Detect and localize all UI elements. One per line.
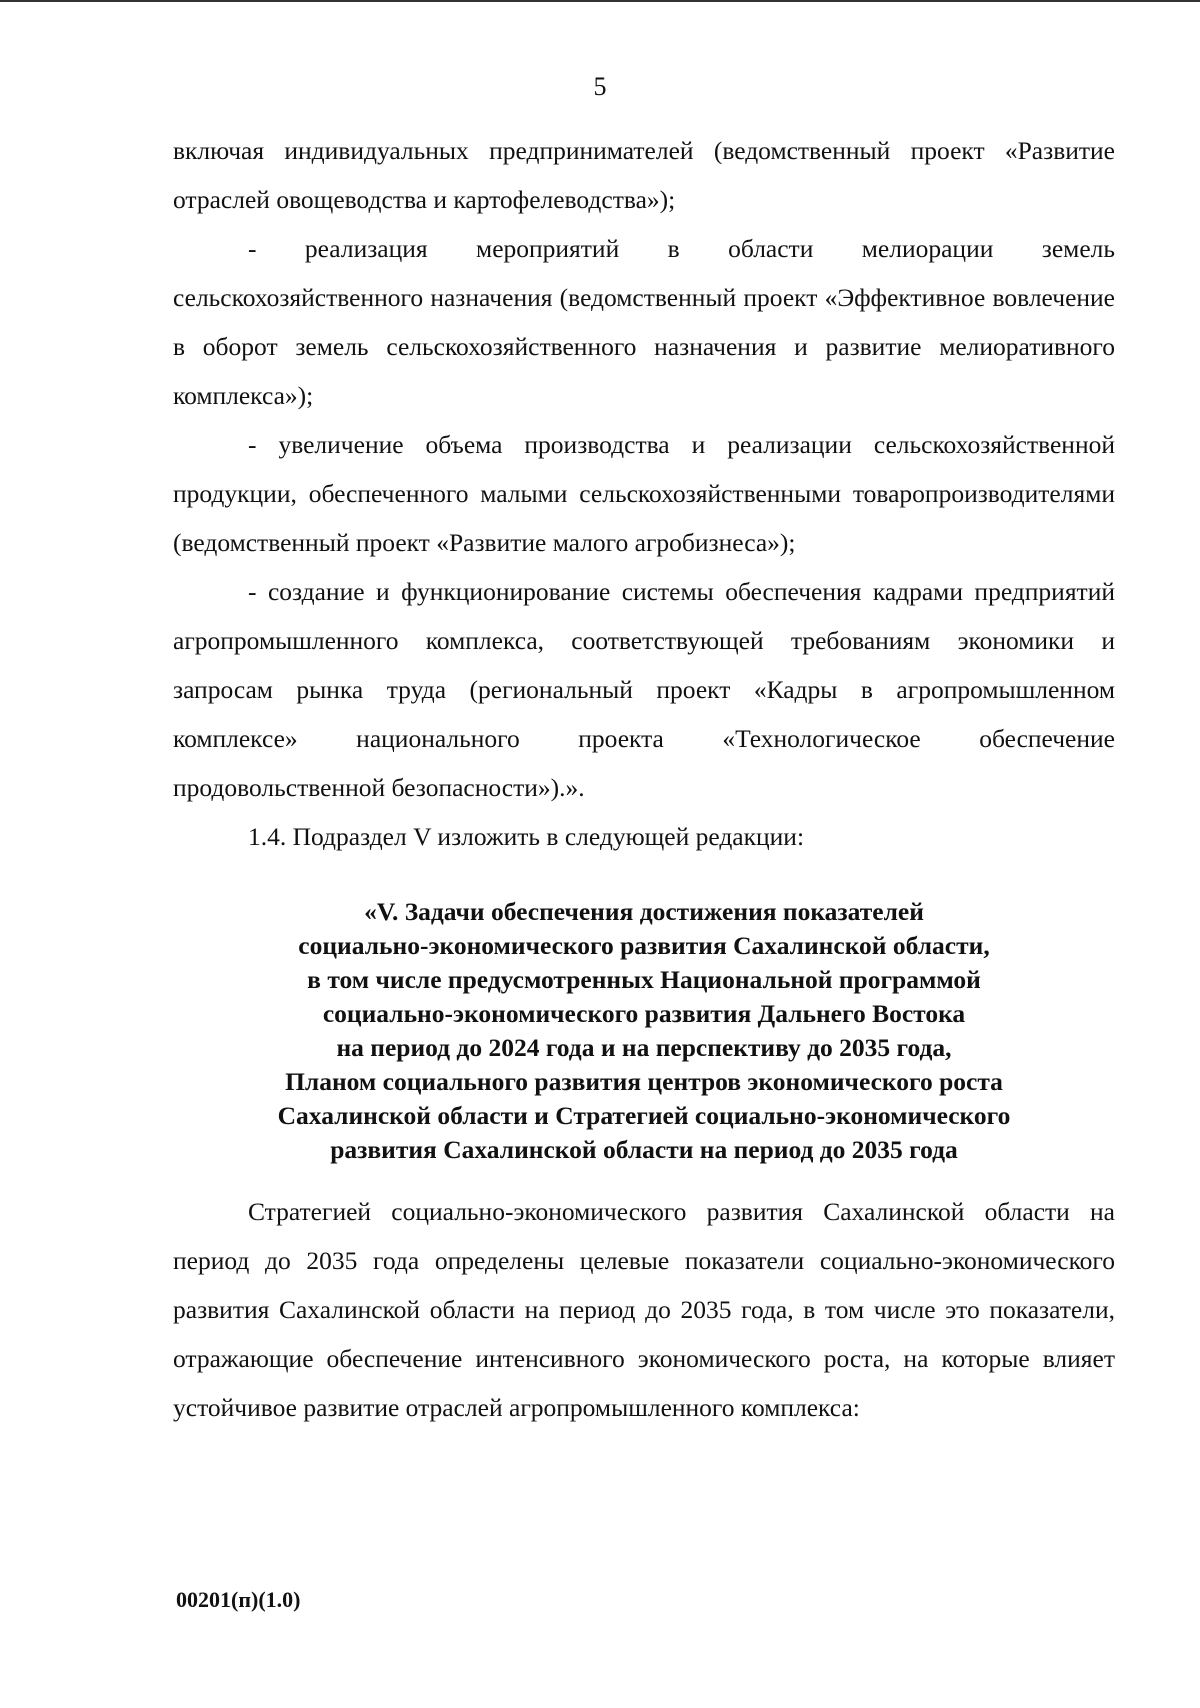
heading-line: социально-экономического развития Сахалинской области, — [298, 931, 990, 960]
heading-line: Планом социального развития центров экономического роста — [285, 1067, 1003, 1096]
page-number: 5 — [593, 72, 607, 101]
heading-line: развития Сахалинской области на период до 2035 года — [330, 1135, 958, 1164]
paragraph-small-agribusiness: - увеличение объема производства и реализации сельскохозяйственной продукции, обеспеченного малыми сельскохозяйственными товаропроизводителями (ведомственный проект «Развитие малого агробизнеса»); — [173, 430, 1115, 557]
document-code: 00201(п)(1.0) — [176, 1587, 301, 1612]
heading-line: «V. Задачи обеспечения достижения показателей — [364, 897, 924, 926]
paragraph-amendment: 1.4. Подраздел V изложить в следующей редакции: — [248, 822, 805, 851]
paragraph-melioration: - реализация мероприятий в области мелиорации земель сельскохозяйственного назначения (ведомственный проект «Эффективное вовлечение в оборот земель сельскохозяйственного назначения и развитие мелиоративного комплекса»); — [173, 234, 1115, 410]
paragraph-strategy: Стратегией социально-экономического развития Сахалинской области на период до 2035 года определены целевые показатели социально-экономического развития Сахалинской области на период до 2035 года, в том числе это показатели, отражающие обеспечение интенсивного экономического роста, на которые влияет устойчивое развитие отраслей агропромышленного комплекса: — [173, 1197, 1115, 1422]
document-body — [173, 126, 1115, 1432]
heading-line: социально-экономического развития Дальнего Востока — [322, 999, 966, 1028]
heading-line: Сахалинской области и Стратегией социально-экономического — [277, 1101, 1011, 1130]
paragraph-personnel: - создание и функционирование системы обеспечения кадрами предприятий агропромышленного комплекса, соответствующей требованиям экономики и запросам рынка труда (региональный проект «Кадры в агропромышленном комплексе» национального проекта «Технологическое обеспечение продовольственной безопасности»).». — [173, 577, 1115, 802]
heading-line: в том числе предусмотренных Национальной программой — [307, 965, 981, 994]
heading-line: на период до 2024 года и на перспективу до 2035 года, — [336, 1033, 952, 1062]
section-heading — [173, 895, 1115, 1167]
paragraph-1: включая индивидуальных предпринимателей (ведомственный проект «Развитие отраслей овощеводства и картофелеводства»); — [173, 136, 1115, 214]
top-border-line — [0, 0, 1200, 2]
